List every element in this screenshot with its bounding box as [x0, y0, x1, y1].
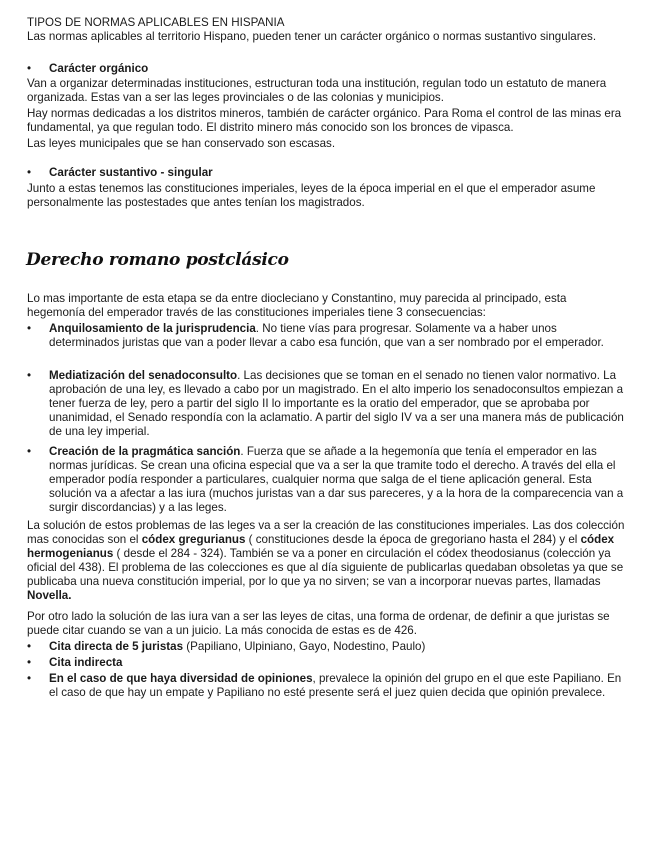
item-text: . No tiene vías para progresar. Solamente va a haber unos determinados juristas que van a poder llevar a cabo esa función, que van a ser nombrado por el emperador. [49, 322, 604, 349]
para-bold: códex hermogenianus [27, 533, 615, 560]
sustantivo-paragraph: Junto a estas tenemos las constituciones imperiales, leyes de la época imperial en el que el emperador asume personalmente las postestades que antes tenían los magistrados. [27, 182, 596, 209]
item-bold: Creación de la pragmática sanción [49, 445, 241, 458]
para-bold: códex gregurianus [141, 533, 246, 546]
bullet-dot: • [27, 672, 32, 685]
section-title: TIPOS DE NORMAS APLICABLES EN HISPANIA [27, 16, 285, 29]
item-text: (Papiliano, Ulpiniano, Gayo, Nodestino, Paulo) [183, 640, 426, 653]
para-bold: Novella. [27, 589, 72, 602]
list-item [27, 322, 627, 350]
citas-paragraph: Por otro lado la solución de las iura van a ser las leyes de citas, una forma de ordenar, de definir a que juristas se puede citar cuando se van a un juicio. La más conocida de estas es de 426. [27, 610, 610, 637]
list-item [27, 656, 627, 670]
list-item [27, 445, 627, 515]
intro-paragraph: Las normas aplicables al territorio Hispano, pueden tener un carácter orgánico o normas sustantivo singulares. [27, 30, 597, 43]
item-text: , prevalece la opinión del grupo en el que este Papiliano. En el caso de que hay un empate y Papiliano no esté presente será el juez quien decida que opinión prevalece. [49, 672, 622, 699]
bullet-dot: • [27, 445, 32, 458]
para-text: ( desde el 284 - 324). También se va a poner en circulación el códex theodosianus (colección ya oficial del 438). El problema de las colecciones es que al día siguiente de publicarlas quedaban obsoletas ya que se publicaba una nueva constitución imperial, por lo que ya no sirven; se van a incorporar nuevas partes, llamadas [27, 547, 624, 588]
heading-organico: Carácter orgánico [49, 62, 149, 75]
bullet-dot: • [27, 62, 32, 75]
item-bold: En el caso de que haya diversidad de opiniones [49, 672, 313, 685]
bullet-dot: • [27, 369, 32, 382]
bullet-dot: • [27, 166, 32, 179]
item-bold: Cita directa de 5 juristas [49, 640, 184, 653]
organico-paragraph-1: Van a organizar determinadas instituciones, estructuran toda una institución, regulan todo un estatuto de manera organizada. Estas van a ser las leges provinciales o de las colonias y municipios. [27, 77, 607, 104]
item-text: . Las decisiones que se toman en el senado no tienen valor normativo. La aprobación de una ley, es llevado a cabo por un magistrado. En el alto imperio los senadoconsultos empiezan a tener fuerza de ley, pero a partir del siglo II lo importante es la oratio del emperador, que se aprobaba por unanimidad, el Senado respondía con la aclamatio. A partir del siglo IV va a ser una manera más de publicación de una ley imperial. [49, 369, 624, 438]
heading-sustantivo: Carácter sustantivo - singular [49, 166, 213, 179]
item-bold: Anquilosamiento de la jurisprudencia [49, 322, 256, 335]
colecciones-paragraph [27, 519, 627, 603]
list-item [27, 640, 627, 654]
section2-intro: Lo mas importante de esta etapa se da entre diocleciano y Constantino, muy parecida al principado, esta hegemonía del emperador través de las constituciones imperiales tiene 3 consecuencias: [27, 292, 567, 319]
handwritten-heading: Derecho romano postclásico [26, 250, 289, 270]
para-text: La solución de estos problemas de las leges va a ser la creación de las constituciones imperiales. Las dos colección mas conocidas son el [27, 519, 625, 546]
bullet-dot: • [27, 640, 32, 653]
bullet-dot: • [27, 322, 32, 335]
item-text: . Fuerza que se añade a la hegemonía que tenía el emperador en las normas jurídicas. Se crean una oficina especial que va a ser la que tramite todo el derecho. A través del ella el emperador podía responder a particulares, cualquier norma que salga de el tiene aplicación general. Esta solución va a afectar a las iura (muchos juristas van a dar sus pareceres, y a la hora de la comparecencia van a surgir discordancias) y a las leges. [49, 445, 624, 514]
item-bold: Cita indirecta [49, 656, 123, 669]
bullet-dot: • [27, 656, 32, 669]
list-item [27, 672, 627, 700]
bullet-organico [27, 62, 627, 76]
organico-paragraph-3: Las leyes municipales que se han conservado son escasas. [27, 137, 336, 150]
list-item [27, 369, 627, 439]
item-bold: Mediatización del senadoconsulto [49, 369, 238, 382]
bullet-sustantivo [27, 166, 627, 180]
para-text: ( constituciones desde la época de gregoriano hasta el 284) y el [245, 533, 581, 546]
organico-paragraph-2: Hay normas dedicadas a los distritos mineros, también de carácter orgánico. Para Roma el control de las minas era fundamental, ya que regulan todo. El distrito minero más conocido son los bronces de vipasca. [27, 107, 622, 134]
